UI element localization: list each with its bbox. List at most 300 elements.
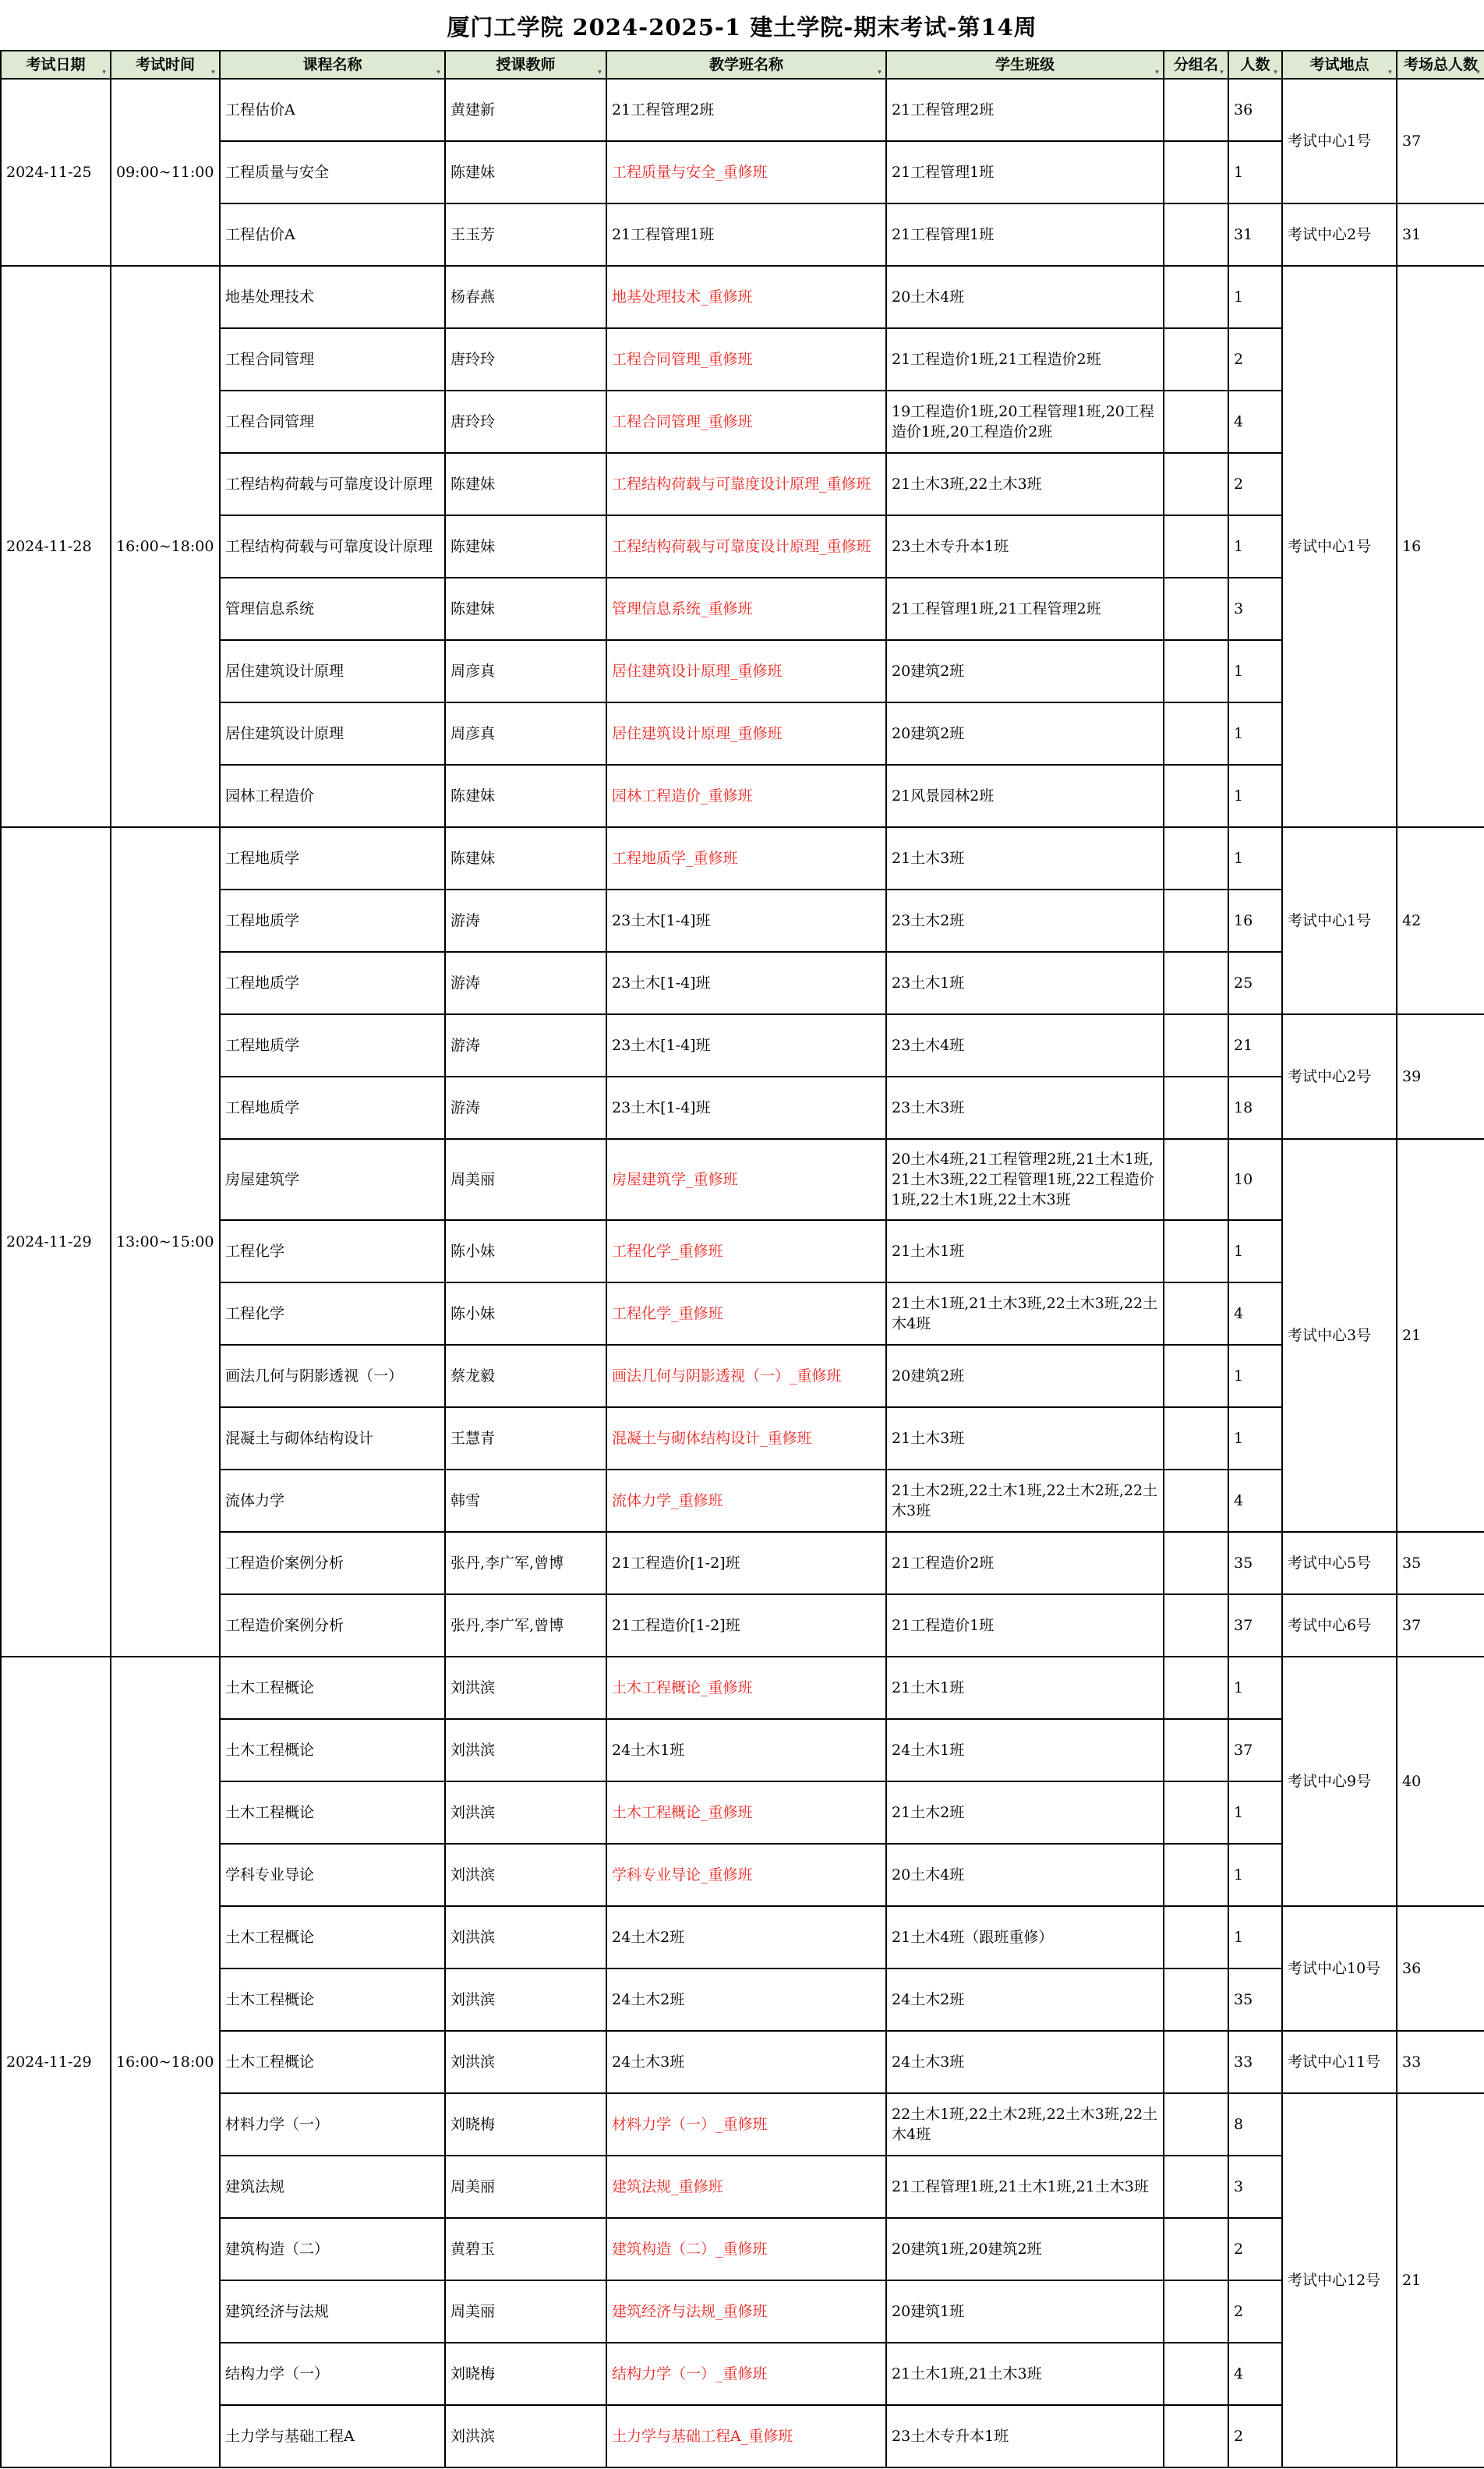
table-row bbox=[1, 2280, 1484, 2343]
cell-count[interactable]: 2 bbox=[1228, 328, 1282, 391]
cell-class-name[interactable]: 工程地质学_重修班 bbox=[606, 827, 886, 890]
cell-students[interactable]: 24土木3班 bbox=[886, 2031, 1164, 2093]
cell-course[interactable]: 管理信息系统 bbox=[220, 578, 445, 640]
cell-group[interactable] bbox=[1164, 2156, 1228, 2218]
cell-group[interactable] bbox=[1164, 1220, 1228, 1282]
cell-course[interactable]: 居住建筑设计原理 bbox=[220, 640, 445, 702]
column-header-teacher[interactable]: 授课教师 ▾ bbox=[445, 51, 606, 79]
cell-students[interactable]: 21工程造价1班 bbox=[886, 1594, 1164, 1657]
column-header-students[interactable]: 学生班级 ▾ bbox=[886, 51, 1164, 79]
cell-group[interactable] bbox=[1164, 1077, 1228, 1139]
cell-count[interactable]: 4 bbox=[1228, 1470, 1282, 1532]
cell-total[interactable]: 37 bbox=[1397, 1594, 1484, 1657]
table-row bbox=[1, 2343, 1484, 2405]
filter-dropdown-icon[interactable]: ▾ bbox=[102, 69, 106, 76]
cell-teacher[interactable]: 刘晓梅 bbox=[445, 2343, 606, 2405]
cell-class-name[interactable]: 21工程造价[1-2]班 bbox=[606, 1532, 886, 1594]
cell-students[interactable]: 21工程管理1班,21工程管理2班 bbox=[886, 578, 1164, 640]
cell-students[interactable]: 21土木2班,22土木1班,22土木2班,22土木3班 bbox=[886, 1470, 1164, 1532]
cell-class-name[interactable]: 园林工程造价_重修班 bbox=[606, 765, 886, 827]
cell-count[interactable]: 2 bbox=[1228, 2218, 1282, 2280]
cell-students[interactable]: 21工程管理1班,21土木1班,21土木3班 bbox=[886, 2156, 1164, 2218]
table-row bbox=[1, 1594, 1484, 1657]
cell-course[interactable]: 土木工程概论 bbox=[220, 1968, 445, 2031]
cell-class-name[interactable]: 流体力学_重修班 bbox=[606, 1470, 886, 1532]
table-row bbox=[1, 827, 1484, 890]
cell-teacher[interactable]: 黄碧玉 bbox=[445, 2218, 606, 2280]
cell-students[interactable]: 21土木3班 bbox=[886, 827, 1164, 890]
cell-group[interactable] bbox=[1164, 890, 1228, 952]
cell-exam-date[interactable]: 2024-11-29 bbox=[1, 1657, 111, 2467]
cell-group[interactable] bbox=[1164, 765, 1228, 827]
cell-course[interactable]: 工程地质学 bbox=[220, 1014, 445, 1077]
cell-teacher[interactable]: 王玉芳 bbox=[445, 203, 606, 266]
cell-teacher[interactable]: 周彦真 bbox=[445, 640, 606, 702]
cell-teacher[interactable]: 陈建妹 bbox=[445, 578, 606, 640]
cell-count[interactable]: 1 bbox=[1228, 1906, 1282, 1968]
cell-class-name[interactable]: 混凝土与砌体结构设计_重修班 bbox=[606, 1407, 886, 1470]
cell-students[interactable]: 21土木3班,22土木3班 bbox=[886, 453, 1164, 515]
cell-exam-time[interactable]: 16:00~18:00 bbox=[111, 1657, 220, 2467]
table-row bbox=[1, 391, 1484, 453]
cell-class-name[interactable]: 23土木[1-4]班 bbox=[606, 1077, 886, 1139]
cell-course[interactable]: 土木工程概论 bbox=[220, 1906, 445, 1968]
cell-group[interactable] bbox=[1164, 1532, 1228, 1594]
cell-students[interactable]: 21土木3班 bbox=[886, 1407, 1164, 1470]
cell-count[interactable]: 21 bbox=[1228, 1014, 1282, 1077]
cell-course[interactable]: 工程结构荷载与可靠度设计原理 bbox=[220, 515, 445, 578]
cell-course[interactable]: 工程合同管理 bbox=[220, 391, 445, 453]
cell-teacher[interactable]: 陈建妹 bbox=[445, 453, 606, 515]
cell-count[interactable]: 16 bbox=[1228, 890, 1282, 952]
cell-total[interactable]: 21 bbox=[1397, 1139, 1484, 1532]
cell-teacher[interactable]: 周彦真 bbox=[445, 702, 606, 765]
cell-count[interactable]: 1 bbox=[1228, 702, 1282, 765]
cell-total[interactable]: 37 bbox=[1397, 79, 1484, 203]
cell-students[interactable]: 20土木4班 bbox=[886, 266, 1164, 328]
cell-count[interactable]: 1 bbox=[1228, 765, 1282, 827]
cell-total[interactable]: 21 bbox=[1397, 2093, 1484, 2467]
cell-total[interactable]: 36 bbox=[1397, 1906, 1484, 2031]
cell-class-name[interactable]: 工程结构荷载与可靠度设计原理_重修班 bbox=[606, 515, 886, 578]
cell-course[interactable]: 土木工程概论 bbox=[220, 2031, 445, 2093]
cell-students[interactable]: 23土木2班 bbox=[886, 890, 1164, 952]
cell-teacher[interactable]: 周美丽 bbox=[445, 1139, 606, 1220]
table-row bbox=[1, 702, 1484, 765]
cell-exam-time[interactable]: 16:00~18:00 bbox=[111, 266, 220, 827]
cell-group[interactable] bbox=[1164, 1906, 1228, 1968]
cell-count[interactable]: 36 bbox=[1228, 79, 1282, 141]
cell-students[interactable]: 20建筑1班 bbox=[886, 2280, 1164, 2343]
filter-dropdown-icon[interactable]: ▾ bbox=[1476, 69, 1480, 76]
cell-students[interactable]: 21工程管理1班 bbox=[886, 141, 1164, 203]
table-row bbox=[1, 1906, 1484, 1968]
cell-count[interactable]: 33 bbox=[1228, 2031, 1282, 2093]
cell-students[interactable]: 23土木专升本1班 bbox=[886, 515, 1164, 578]
cell-students[interactable]: 24土木1班 bbox=[886, 1719, 1164, 1781]
cell-count[interactable]: 1 bbox=[1228, 1657, 1282, 1719]
cell-course[interactable]: 工程质量与安全 bbox=[220, 141, 445, 203]
cell-location[interactable]: 考试中心1号 bbox=[1282, 266, 1397, 827]
cell-class-name[interactable]: 24土木2班 bbox=[606, 1906, 886, 1968]
cell-class-name[interactable]: 材料力学（一）_重修班 bbox=[606, 2093, 886, 2156]
cell-class-name[interactable]: 工程质量与安全_重修班 bbox=[606, 141, 886, 203]
cell-total[interactable]: 35 bbox=[1397, 1532, 1484, 1594]
column-header-location[interactable]: 考试地点 ▾ bbox=[1282, 51, 1397, 79]
cell-students[interactable]: 20建筑2班 bbox=[886, 702, 1164, 765]
cell-course[interactable]: 工程估价A bbox=[220, 203, 445, 266]
cell-teacher[interactable]: 游涛 bbox=[445, 1014, 606, 1077]
filter-dropdown-icon[interactable]: ▾ bbox=[878, 69, 882, 76]
cell-class-name[interactable]: 学科专业导论_重修班 bbox=[606, 1844, 886, 1906]
cell-teacher[interactable]: 陈小妹 bbox=[445, 1282, 606, 1345]
cell-group[interactable] bbox=[1164, 1282, 1228, 1345]
cell-course[interactable]: 画法几何与阴影透视（一） bbox=[220, 1345, 445, 1407]
cell-students[interactable]: 21工程管理1班 bbox=[886, 203, 1164, 266]
table-row bbox=[1, 1345, 1484, 1407]
column-header-group[interactable]: 分组名 ▾ bbox=[1164, 51, 1228, 79]
cell-students[interactable]: 24土木2班 bbox=[886, 1968, 1164, 2031]
cell-students[interactable]: 21土木1班 bbox=[886, 1657, 1164, 1719]
cell-count[interactable]: 35 bbox=[1228, 1532, 1282, 1594]
cell-students[interactable]: 21工程造价1班,21工程造价2班 bbox=[886, 328, 1164, 391]
cell-class-name[interactable]: 居住建筑设计原理_重修班 bbox=[606, 640, 886, 702]
cell-group[interactable] bbox=[1164, 2280, 1228, 2343]
cell-count[interactable]: 1 bbox=[1228, 266, 1282, 328]
cell-group[interactable] bbox=[1164, 2218, 1228, 2280]
cell-count[interactable]: 25 bbox=[1228, 952, 1282, 1014]
cell-class-name[interactable]: 工程化学_重修班 bbox=[606, 1282, 886, 1345]
cell-course[interactable]: 混凝土与砌体结构设计 bbox=[220, 1407, 445, 1470]
cell-teacher[interactable]: 张丹,李广军,曾博 bbox=[445, 1532, 606, 1594]
cell-course[interactable]: 土木工程概论 bbox=[220, 1781, 445, 1844]
cell-class-name[interactable]: 居住建筑设计原理_重修班 bbox=[606, 702, 886, 765]
cell-course[interactable]: 工程造价案例分析 bbox=[220, 1594, 445, 1657]
cell-teacher[interactable]: 周美丽 bbox=[445, 2280, 606, 2343]
table-row bbox=[1, 2093, 1484, 2156]
cell-teacher[interactable]: 张丹,李广军,曾博 bbox=[445, 1594, 606, 1657]
cell-group[interactable] bbox=[1164, 79, 1228, 141]
cell-students[interactable]: 23土木专升本1班 bbox=[886, 2405, 1164, 2467]
cell-class-name[interactable]: 工程化学_重修班 bbox=[606, 1220, 886, 1282]
cell-teacher[interactable]: 唐玲玲 bbox=[445, 328, 606, 391]
cell-course[interactable]: 工程地质学 bbox=[220, 1077, 445, 1139]
cell-students[interactable]: 21土木1班,21土木3班,22土木3班,22土木4班 bbox=[886, 1282, 1164, 1345]
cell-group[interactable] bbox=[1164, 2343, 1228, 2405]
cell-students[interactable]: 20建筑2班 bbox=[886, 1345, 1164, 1407]
cell-course[interactable]: 土木工程概论 bbox=[220, 1719, 445, 1781]
cell-students[interactable]: 21土木1班,21土木3班 bbox=[886, 2343, 1164, 2405]
cell-count[interactable]: 2 bbox=[1228, 2405, 1282, 2467]
cell-group[interactable] bbox=[1164, 2031, 1228, 2093]
cell-class-name[interactable]: 建筑构造（二）_重修班 bbox=[606, 2218, 886, 2280]
table-row bbox=[1, 890, 1484, 952]
cell-students[interactable]: 21风景园林2班 bbox=[886, 765, 1164, 827]
cell-location[interactable]: 考试中心10号 bbox=[1282, 1906, 1397, 2031]
cell-class-name[interactable]: 土木工程概论_重修班 bbox=[606, 1657, 886, 1719]
cell-teacher[interactable]: 黄建新 bbox=[445, 79, 606, 141]
cell-class-name[interactable]: 结构力学（一）_重修班 bbox=[606, 2343, 886, 2405]
cell-course[interactable]: 工程结构荷载与可靠度设计原理 bbox=[220, 453, 445, 515]
table-row bbox=[1, 2156, 1484, 2218]
cell-group[interactable] bbox=[1164, 1139, 1228, 1220]
column-header-class-name[interactable]: 教学班名称 ▾ bbox=[606, 51, 886, 79]
cell-teacher[interactable]: 韩雪 bbox=[445, 1470, 606, 1532]
cell-exam-time[interactable]: 13:00~15:00 bbox=[111, 827, 220, 1657]
filter-dropdown-icon[interactable]: ▾ bbox=[1388, 69, 1392, 76]
cell-teacher[interactable]: 陈建妹 bbox=[445, 827, 606, 890]
cell-total[interactable]: 40 bbox=[1397, 1657, 1484, 1906]
cell-count[interactable]: 8 bbox=[1228, 2093, 1282, 2156]
cell-students[interactable]: 20土木4班 bbox=[886, 1844, 1164, 1906]
cell-teacher[interactable]: 陈小妹 bbox=[445, 1220, 606, 1282]
cell-course[interactable]: 结构力学（一） bbox=[220, 2343, 445, 2405]
cell-course[interactable]: 流体力学 bbox=[220, 1470, 445, 1532]
cell-teacher[interactable]: 刘洪滨 bbox=[445, 1781, 606, 1844]
cell-teacher[interactable]: 刘洪滨 bbox=[445, 1719, 606, 1781]
cell-teacher[interactable]: 陈建妹 bbox=[445, 515, 606, 578]
cell-course[interactable]: 房屋建筑学 bbox=[220, 1139, 445, 1220]
cell-total[interactable]: 42 bbox=[1397, 827, 1484, 1014]
cell-location[interactable]: 考试中心2号 bbox=[1282, 203, 1397, 266]
cell-class-name[interactable]: 地基处理技术_重修班 bbox=[606, 266, 886, 328]
cell-group[interactable] bbox=[1164, 1968, 1228, 2031]
cell-class-name[interactable]: 工程结构荷载与可靠度设计原理_重修班 bbox=[606, 453, 886, 515]
cell-count[interactable]: 1 bbox=[1228, 1407, 1282, 1470]
cell-group[interactable] bbox=[1164, 1470, 1228, 1532]
column-header-course[interactable]: 课程名称 ▾ bbox=[220, 51, 445, 79]
cell-teacher[interactable]: 王慧青 bbox=[445, 1407, 606, 1470]
cell-class-name[interactable]: 21工程造价[1-2]班 bbox=[606, 1594, 886, 1657]
cell-class-name[interactable]: 23土木[1-4]班 bbox=[606, 890, 886, 952]
cell-students[interactable]: 19工程造价1班,20工程管理1班,20工程造价1班,20工程造价2班 bbox=[886, 391, 1164, 453]
cell-class-name[interactable]: 工程合同管理_重修班 bbox=[606, 328, 886, 391]
cell-location[interactable]: 考试中心12号 bbox=[1282, 2093, 1397, 2467]
cell-location[interactable]: 考试中心6号 bbox=[1282, 1594, 1397, 1657]
cell-teacher[interactable]: 蔡龙毅 bbox=[445, 1345, 606, 1407]
cell-students[interactable]: 23土木4班 bbox=[886, 1014, 1164, 1077]
cell-course[interactable]: 工程化学 bbox=[220, 1220, 445, 1282]
cell-course[interactable]: 工程地质学 bbox=[220, 952, 445, 1014]
cell-count[interactable]: 3 bbox=[1228, 578, 1282, 640]
cell-group[interactable] bbox=[1164, 952, 1228, 1014]
cell-group[interactable] bbox=[1164, 2093, 1228, 2156]
cell-location[interactable]: 考试中心2号 bbox=[1282, 1014, 1397, 1139]
cell-students[interactable]: 21土木2班 bbox=[886, 1781, 1164, 1844]
cell-exam-date[interactable]: 2024-11-29 bbox=[1, 827, 111, 1657]
cell-location[interactable]: 考试中心1号 bbox=[1282, 827, 1397, 1014]
table-row bbox=[1, 2031, 1484, 2093]
cell-students[interactable]: 21土木4班（跟班重修） bbox=[886, 1906, 1164, 1968]
cell-students[interactable]: 22土木1班,22土木2班,22土木3班,22土木4班 bbox=[886, 2093, 1164, 2156]
cell-group[interactable] bbox=[1164, 515, 1228, 578]
header-row bbox=[1, 51, 1484, 79]
cell-exam-date[interactable]: 2024-11-28 bbox=[1, 266, 111, 827]
cell-course[interactable]: 园林工程造价 bbox=[220, 765, 445, 827]
cell-course[interactable]: 工程地质学 bbox=[220, 827, 445, 890]
cell-course[interactable]: 建筑法规 bbox=[220, 2156, 445, 2218]
cell-location[interactable]: 考试中心1号 bbox=[1282, 79, 1397, 203]
filter-dropdown-icon[interactable]: ▾ bbox=[436, 69, 440, 76]
cell-class-name[interactable]: 24土木3班 bbox=[606, 2031, 886, 2093]
cell-teacher[interactable]: 刘洪滨 bbox=[445, 2031, 606, 2093]
cell-total[interactable]: 39 bbox=[1397, 1014, 1484, 1139]
cell-group[interactable] bbox=[1164, 640, 1228, 702]
cell-count[interactable]: 2 bbox=[1228, 453, 1282, 515]
cell-count[interactable]: 4 bbox=[1228, 2343, 1282, 2405]
cell-class-name[interactable]: 24土木1班 bbox=[606, 1719, 886, 1781]
cell-teacher[interactable]: 刘洪滨 bbox=[445, 2405, 606, 2467]
cell-count[interactable]: 1 bbox=[1228, 1844, 1282, 1906]
cell-class-name[interactable]: 房屋建筑学_重修班 bbox=[606, 1139, 886, 1220]
cell-group[interactable] bbox=[1164, 141, 1228, 203]
cell-count[interactable]: 2 bbox=[1228, 2280, 1282, 2343]
cell-count[interactable]: 1 bbox=[1228, 1345, 1282, 1407]
cell-total[interactable]: 16 bbox=[1397, 266, 1484, 827]
cell-group[interactable] bbox=[1164, 1844, 1228, 1906]
cell-students[interactable]: 21工程造价2班 bbox=[886, 1532, 1164, 1594]
column-header-total[interactable]: 考场总人数 ▾ bbox=[1397, 51, 1484, 79]
table-row bbox=[1, 1282, 1484, 1345]
cell-course[interactable]: 工程地质学 bbox=[220, 890, 445, 952]
cell-count[interactable]: 4 bbox=[1228, 1282, 1282, 1345]
cell-count[interactable]: 35 bbox=[1228, 1968, 1282, 2031]
cell-class-name[interactable]: 21工程管理2班 bbox=[606, 79, 886, 141]
cell-count[interactable]: 31 bbox=[1228, 203, 1282, 266]
table-row bbox=[1, 141, 1484, 203]
cell-students[interactable]: 20建筑2班 bbox=[886, 640, 1164, 702]
cell-course[interactable]: 工程估价A bbox=[220, 79, 445, 141]
cell-course[interactable]: 学科专业导论 bbox=[220, 1844, 445, 1906]
filter-dropdown-icon[interactable]: ▾ bbox=[211, 69, 215, 76]
cell-group[interactable] bbox=[1164, 1345, 1228, 1407]
cell-teacher[interactable]: 唐玲玲 bbox=[445, 391, 606, 453]
column-header-time[interactable]: 考试时间 ▾ bbox=[111, 51, 220, 79]
cell-group[interactable] bbox=[1164, 827, 1228, 890]
cell-class-name[interactable]: 建筑法规_重修班 bbox=[606, 2156, 886, 2218]
cell-group[interactable] bbox=[1164, 266, 1228, 328]
cell-course[interactable]: 工程化学 bbox=[220, 1282, 445, 1345]
cell-count[interactable]: 10 bbox=[1228, 1139, 1282, 1220]
cell-teacher[interactable]: 刘洪滨 bbox=[445, 1657, 606, 1719]
cell-group[interactable] bbox=[1164, 453, 1228, 515]
cell-location[interactable]: 考试中心9号 bbox=[1282, 1657, 1397, 1906]
cell-class-name[interactable]: 21工程管理1班 bbox=[606, 203, 886, 266]
cell-count[interactable]: 1 bbox=[1228, 141, 1282, 203]
cell-teacher[interactable]: 周美丽 bbox=[445, 2156, 606, 2218]
table-row bbox=[1, 266, 1484, 328]
cell-students[interactable]: 21土木1班 bbox=[886, 1220, 1164, 1282]
cell-class-name[interactable]: 工程合同管理_重修班 bbox=[606, 391, 886, 453]
cell-location[interactable]: 考试中心3号 bbox=[1282, 1139, 1397, 1532]
cell-total[interactable]: 31 bbox=[1397, 203, 1484, 266]
cell-group[interactable] bbox=[1164, 578, 1228, 640]
cell-class-name[interactable]: 23土木[1-4]班 bbox=[606, 1014, 886, 1077]
filter-dropdown-icon[interactable]: ▾ bbox=[1155, 69, 1159, 76]
cell-group[interactable] bbox=[1164, 203, 1228, 266]
cell-course[interactable]: 材料力学（一） bbox=[220, 2093, 445, 2156]
cell-course[interactable]: 土力学与基础工程A bbox=[220, 2405, 445, 2467]
cell-course[interactable]: 居住建筑设计原理 bbox=[220, 702, 445, 765]
column-header-count[interactable]: 人数 ▾ bbox=[1228, 51, 1282, 79]
cell-teacher[interactable]: 陈建妹 bbox=[445, 765, 606, 827]
filter-dropdown-icon[interactable]: ▾ bbox=[1220, 69, 1224, 76]
cell-teacher[interactable]: 刘晓梅 bbox=[445, 2093, 606, 2156]
cell-students[interactable]: 20土木4班,21工程管理2班,21土木1班,21土木3班,22工程管理1班,22工程造价1班,22土木1班,22土木3班 bbox=[886, 1139, 1164, 1220]
cell-group[interactable] bbox=[1164, 1594, 1228, 1657]
cell-group[interactable] bbox=[1164, 1781, 1228, 1844]
cell-teacher[interactable]: 刘洪滨 bbox=[445, 1968, 606, 2031]
cell-class-name[interactable]: 24土木2班 bbox=[606, 1968, 886, 2031]
cell-count[interactable]: 3 bbox=[1228, 2156, 1282, 2218]
cell-count[interactable]: 1 bbox=[1228, 640, 1282, 702]
cell-class-name[interactable]: 建筑经济与法规_重修班 bbox=[606, 2280, 886, 2343]
cell-class-name[interactable]: 画法几何与阴影透视（一）_重修班 bbox=[606, 1345, 886, 1407]
cell-count[interactable]: 37 bbox=[1228, 1594, 1282, 1657]
cell-group[interactable] bbox=[1164, 1407, 1228, 1470]
table-row bbox=[1, 1657, 1484, 1719]
cell-course[interactable]: 建筑构造（二） bbox=[220, 2218, 445, 2280]
cell-course[interactable]: 地基处理技术 bbox=[220, 266, 445, 328]
cell-course[interactable]: 工程造价案例分析 bbox=[220, 1532, 445, 1594]
cell-teacher[interactable]: 刘洪滨 bbox=[445, 1844, 606, 1906]
filter-dropdown-icon[interactable]: ▾ bbox=[1274, 69, 1277, 76]
table-body bbox=[1, 79, 1484, 2467]
column-header-date[interactable]: 考试日期 ▾ bbox=[1, 51, 111, 79]
cell-count[interactable]: 1 bbox=[1228, 827, 1282, 890]
cell-count[interactable]: 1 bbox=[1228, 515, 1282, 578]
cell-course[interactable]: 工程合同管理 bbox=[220, 328, 445, 391]
cell-count[interactable]: 4 bbox=[1228, 391, 1282, 453]
cell-course[interactable]: 建筑经济与法规 bbox=[220, 2280, 445, 2343]
cell-students[interactable]: 21工程管理2班 bbox=[886, 79, 1164, 141]
cell-group[interactable] bbox=[1164, 702, 1228, 765]
cell-exam-date[interactable]: 2024-11-25 bbox=[1, 79, 111, 266]
filter-dropdown-icon[interactable]: ▾ bbox=[598, 69, 602, 76]
cell-group[interactable] bbox=[1164, 391, 1228, 453]
cell-class-name[interactable]: 土力学与基础工程A_重修班 bbox=[606, 2405, 886, 2467]
cell-class-name[interactable]: 管理信息系统_重修班 bbox=[606, 578, 886, 640]
cell-class-name[interactable]: 土木工程概论_重修班 bbox=[606, 1781, 886, 1844]
cell-course[interactable]: 土木工程概论 bbox=[220, 1657, 445, 1719]
cell-teacher[interactable]: 游涛 bbox=[445, 952, 606, 1014]
table-row bbox=[1, 453, 1484, 515]
cell-group[interactable] bbox=[1164, 2405, 1228, 2467]
cell-location[interactable]: 考试中心5号 bbox=[1282, 1532, 1397, 1594]
cell-students[interactable]: 20建筑1班,20建筑2班 bbox=[886, 2218, 1164, 2280]
cell-teacher[interactable]: 游涛 bbox=[445, 1077, 606, 1139]
cell-group[interactable] bbox=[1164, 1014, 1228, 1077]
cell-group[interactable] bbox=[1164, 328, 1228, 391]
cell-class-name[interactable]: 23土木[1-4]班 bbox=[606, 952, 886, 1014]
cell-teacher[interactable]: 杨春燕 bbox=[445, 266, 606, 328]
cell-group[interactable] bbox=[1164, 1657, 1228, 1719]
table-row bbox=[1, 1781, 1484, 1844]
cell-count[interactable]: 18 bbox=[1228, 1077, 1282, 1139]
cell-exam-time[interactable]: 09:00~11:00 bbox=[111, 79, 220, 266]
cell-teacher[interactable]: 陈建妹 bbox=[445, 141, 606, 203]
cell-count[interactable]: 1 bbox=[1228, 1220, 1282, 1282]
cell-teacher[interactable]: 刘洪滨 bbox=[445, 1906, 606, 1968]
cell-teacher[interactable]: 游涛 bbox=[445, 890, 606, 952]
cell-total[interactable]: 33 bbox=[1397, 2031, 1484, 2093]
cell-count[interactable]: 37 bbox=[1228, 1719, 1282, 1781]
cell-students[interactable]: 23土木1班 bbox=[886, 952, 1164, 1014]
cell-students[interactable]: 23土木3班 bbox=[886, 1077, 1164, 1139]
cell-count[interactable]: 1 bbox=[1228, 1781, 1282, 1844]
cell-group[interactable] bbox=[1164, 1719, 1228, 1781]
cell-location[interactable]: 考试中心11号 bbox=[1282, 2031, 1397, 2093]
